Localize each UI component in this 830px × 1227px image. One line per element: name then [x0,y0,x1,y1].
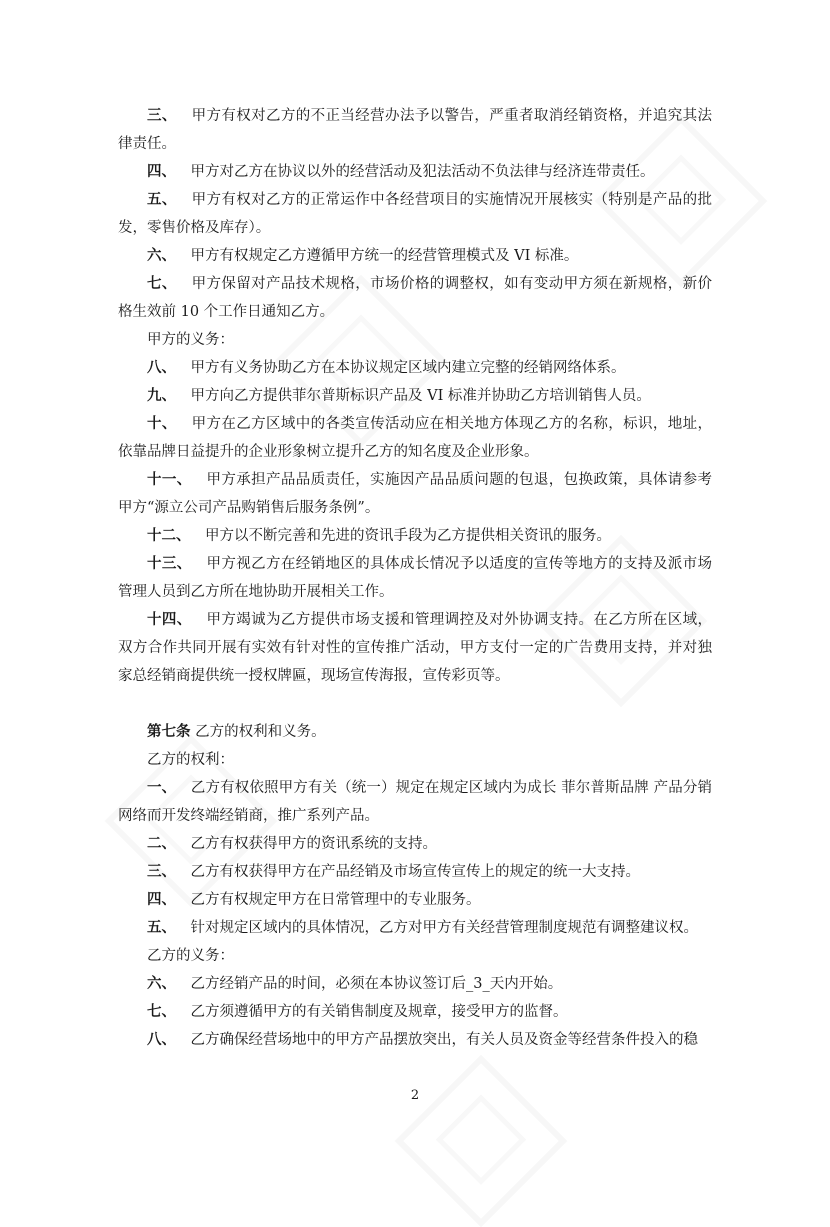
clause-text: 针对规定区域内的具体情况，乙方对甲方有关经营管理制度规范有调整建议权。 [190,920,698,936]
clause-number: 十一、 [147,471,192,488]
clause-text: 乙方须遵循甲方的有关销售制度及规章，接受甲方的监督。 [190,1004,568,1020]
clause-text: 甲方向乙方提供菲尔普斯标识产品及 VI 标准并协助乙方培训销售人员。 [190,388,651,404]
clause-paragraph [118,382,712,410]
clause-paragraph [118,606,712,690]
clause-text: 甲方竭诚为乙方提供市场支援和管理调控及对外协调支持。在乙方所在区域，双方合作共同开展有实效有针对性的宣传推广活动，甲方支付一定的广告费用支持，并对独家总经销商提供统一授权牌匾，现场宣传海报，宣传彩页等。 [118,612,713,684]
clause-text: 乙方有权获得甲方的资讯系统的支持。 [190,836,437,852]
section-heading [118,718,712,746]
clause-paragraph [118,1026,712,1054]
clause-text: 甲方有权对乙方的不正当经营办法予以警告，严重者取消经销资格，并追究其法律责任。 [118,108,713,152]
clause-paragraph [118,466,712,522]
clause-number: 七、 [147,1003,176,1020]
section-title: 乙方的权利和义务。 [190,724,326,740]
clause-number: 六、 [147,247,176,264]
clause-text: 乙方确保经营场地中的甲方产品摆放突出，有关人员及资金等经营条件投入的稳 [190,1032,698,1048]
clause-paragraph [118,186,712,242]
clause-number: 九、 [147,387,176,404]
party-b-section [118,746,712,1054]
clause-number: 一、 [147,779,177,796]
clause-paragraph [118,942,712,970]
clause-number: 五、 [147,919,176,936]
clause-number: 四、 [147,891,176,908]
clause-text: 甲方以不断完善和先进的资讯手段为乙方提供相关资讯的服务。 [205,528,611,544]
clause-text: 甲方有义务协助乙方在本协议规定区域内建立完整的经销网络体系。 [190,360,626,376]
watermark-stamp [395,1055,568,1227]
document-body [118,102,712,1054]
clause-number: 三、 [147,863,176,880]
clause-text: 乙方的权利： [147,752,234,768]
clause-paragraph [118,522,712,550]
clause-text: 甲方的义务： [147,332,234,348]
clause-number: 二、 [147,835,176,852]
clause-number: 十、 [147,415,177,432]
clause-text: 甲方对乙方在协议以外的经营活动及犯法活动不负法律与经济连带责任。 [190,164,655,180]
clause-text: 甲方在乙方区域中的各类宣传活动应在相关地方体现乙方的名称，标识，地址，依靠品牌日益提升的企业形象树立提升乙方的知名度及企业形象。 [118,416,713,460]
clause-paragraph [118,746,712,774]
clause-number: 八、 [147,359,176,376]
clause-paragraph [118,410,712,466]
clause-paragraph [118,354,712,382]
clause-paragraph [118,270,712,326]
clause-number: 十三、 [147,555,192,572]
clause-text: 甲方承担产品品质责任，实施因产品品质问题的包退，包换政策，具体请参考甲方“源立公司产品购销售后服务条例”。 [118,472,713,516]
clause-text: 乙方的义务： [147,948,234,964]
clause-text: 乙方有权获得甲方在产品经销及市场宣传宣传上的规定的统一大支持。 [190,864,640,880]
clause-text: 甲方视乙方在经销地区的具体成长情况予以适度的宣传等地方的支持及派市场管理人员到乙方所在地协助开展相关工作。 [118,556,713,600]
clause-text: 甲方有权规定乙方遵循甲方统一的经营管理模式及 VI 标准。 [190,248,579,264]
clause-number: 三、 [147,107,177,124]
clause-text: 乙方有权规定甲方在日常管理中的专业服务。 [190,892,481,908]
paragraph-gap [118,690,712,718]
clause-paragraph [118,158,712,186]
clause-paragraph [118,886,712,914]
clause-paragraph [118,774,712,830]
section-number: 第七条 [147,723,191,740]
clause-paragraph [118,326,712,354]
clause-paragraph [118,858,712,886]
clause-paragraph [118,102,712,158]
clause-paragraph [118,242,712,270]
clause-number: 五、 [147,191,177,208]
party-a-section [118,102,712,690]
clause-text: 甲方有权对乙方的正常运作中各经营项目的实施情况开展核实（特别是产品的批发，零售价格及库存）。 [118,192,713,236]
clause-number: 十二、 [147,527,191,544]
clause-paragraph [118,998,712,1026]
clause-number: 十四、 [147,611,192,628]
clause-paragraph [118,550,712,606]
clause-text: 乙方经销产品的时间，必须在本协议签订后_3_天内开始。 [190,976,563,992]
page-number: 2 [410,1088,420,1103]
clause-text: 乙方有权依照甲方有关（统一）规定在规定区域内为成长 菲尔普斯品牌 产品分销网络而开发终端经销商，推广系列产品。 [118,780,713,824]
clause-number: 六、 [147,975,176,992]
clause-number: 四、 [147,163,176,180]
clause-number: 八、 [147,1031,176,1048]
clause-number: 七、 [147,275,177,292]
clause-paragraph [118,970,712,998]
clause-paragraph [118,914,712,942]
clause-paragraph [118,830,712,858]
clause-text: 甲方保留对产品技术规格，市场价格的调整权，如有变动甲方须在新规格，新价格生效前 10 个工作日通知乙方。 [118,276,713,320]
